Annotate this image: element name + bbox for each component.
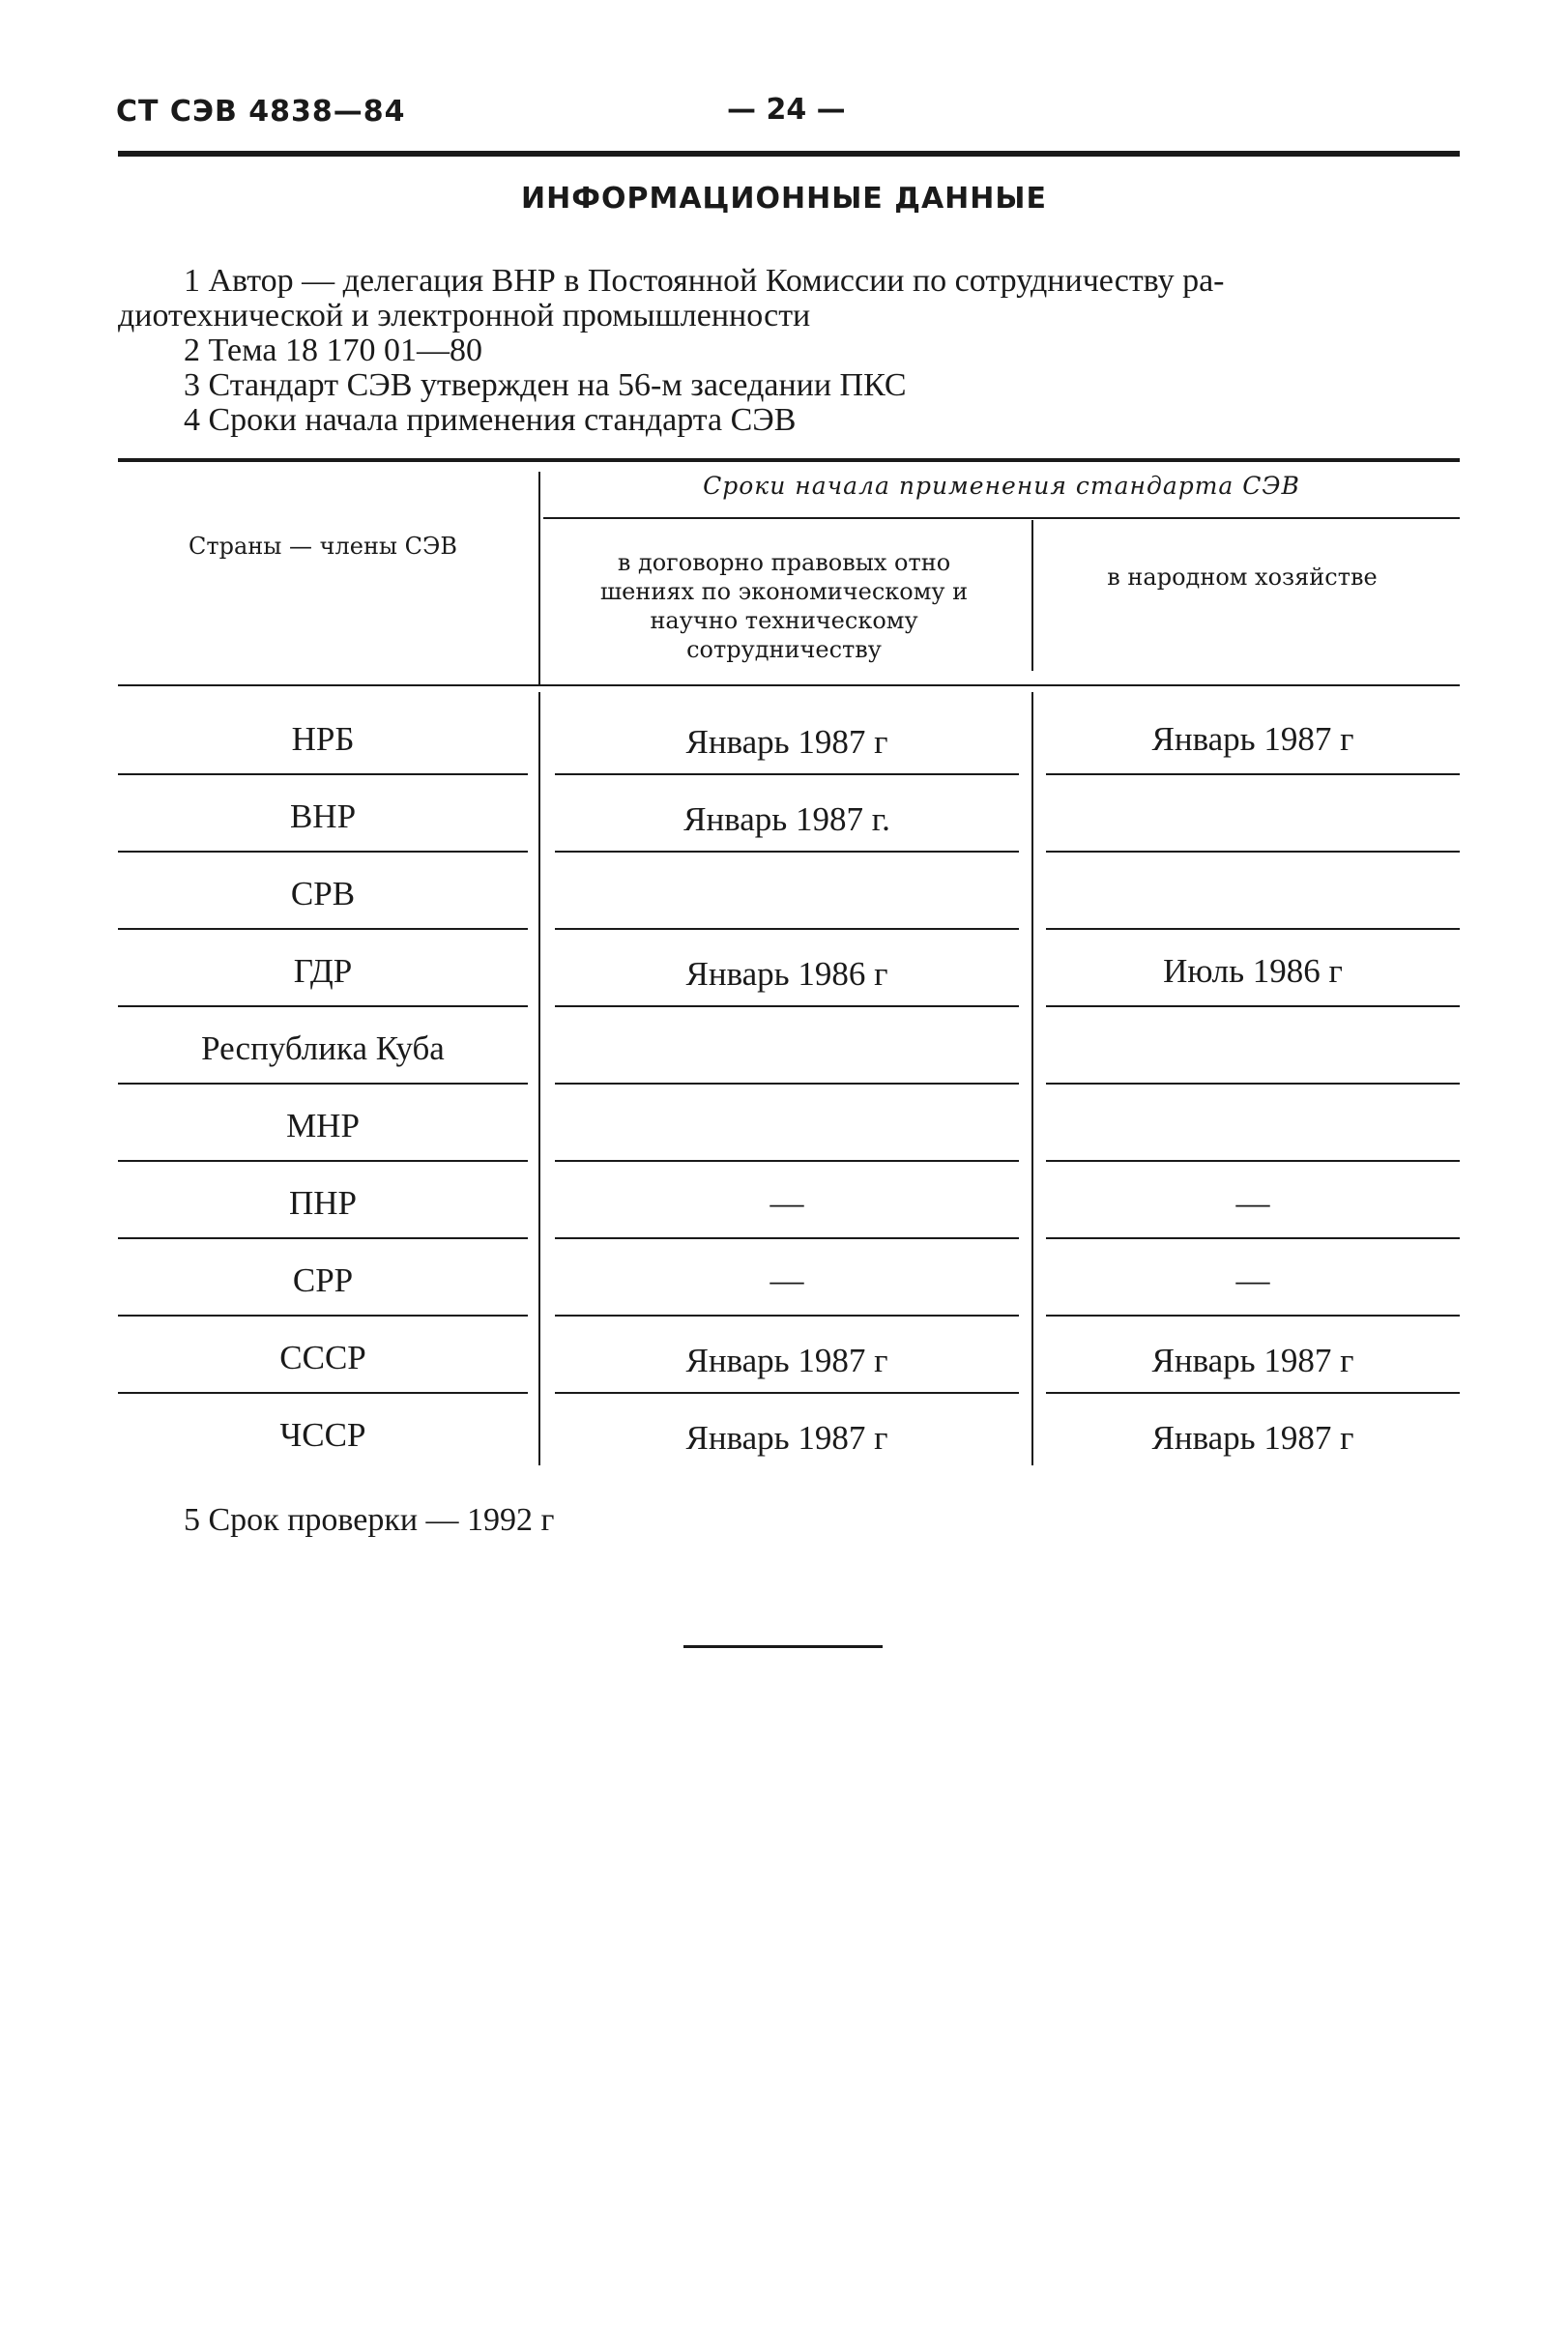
row-10-national: Январь 1987 г xyxy=(1151,1419,1354,1457)
row-4-country: ГДР xyxy=(293,952,353,990)
table-header-contract: в договорно правовых отно шениях по экономическому и научно техническому сотрудничеству xyxy=(599,549,969,663)
row-9-country: СССР xyxy=(279,1339,366,1376)
row-1-rule-b xyxy=(555,773,1019,775)
row-2-rule-a xyxy=(118,851,528,853)
end-rule xyxy=(683,1645,883,1648)
row-8-rule-c xyxy=(1046,1315,1460,1317)
row-2-contract: Январь 1987 г. xyxy=(683,800,890,838)
row-8-country: СРР xyxy=(292,1261,354,1299)
row-5-rule-a xyxy=(118,1083,528,1085)
item-1-line-2: диотехнической и электронной промышленности xyxy=(118,298,811,333)
row-9-rule-a xyxy=(118,1392,528,1394)
row-7-national: — xyxy=(1235,1184,1270,1222)
table-header-countries: Страны — члены СЭВ xyxy=(188,533,458,560)
document-code: СТ СЭВ 4838—84 xyxy=(116,95,406,129)
row-4-rule-b xyxy=(555,1005,1019,1007)
row-1-contract: Январь 1987 г xyxy=(685,723,888,761)
row-9-rule-b xyxy=(555,1392,1019,1394)
row-7-rule-b xyxy=(555,1237,1019,1239)
row-8-contract: — xyxy=(769,1261,804,1299)
table-subheader-divider xyxy=(1031,520,1033,671)
row-2-rule-b xyxy=(555,851,1019,853)
row-9-contract: Январь 1987 г xyxy=(685,1342,888,1379)
header-rule xyxy=(118,151,1460,157)
table-header-national: в народном хозяйстве xyxy=(1107,564,1378,591)
row-7-contract: — xyxy=(769,1184,804,1222)
table-body-divider-1 xyxy=(538,692,540,1465)
row-7-country: ПНР xyxy=(288,1184,358,1222)
row-1-national: Январь 1987 г xyxy=(1151,720,1354,758)
page-number: — 24 — xyxy=(727,93,846,127)
row-7-rule-c xyxy=(1046,1237,1460,1239)
row-5-country: Республика Куба xyxy=(201,1029,445,1067)
row-10-country: ЧССР xyxy=(279,1416,366,1454)
page-title: ИНФОРМАЦИОННЫЕ ДАННЫЕ xyxy=(521,182,1047,216)
row-6-rule-a xyxy=(118,1160,528,1162)
row-8-national: — xyxy=(1235,1261,1270,1299)
row-9-national: Январь 1987 г xyxy=(1151,1342,1354,1379)
row-9-rule-c xyxy=(1046,1392,1460,1394)
row-3-rule-a xyxy=(118,928,528,930)
row-10-contract: Январь 1987 г xyxy=(685,1419,888,1457)
row-4-national: Июль 1986 г xyxy=(1163,952,1343,990)
row-8-rule-a xyxy=(118,1315,528,1317)
table-body-divider-2 xyxy=(1031,692,1033,1465)
item-5: 5 Срок проверки — 1992 г xyxy=(184,1502,555,1538)
table-header-bottom-rule xyxy=(118,684,1460,686)
item-1-line-1: 1 Автор — делегация ВНР в Постоянной Комиссии по сотрудничеству ра- xyxy=(184,263,1225,299)
item-3: 3 Стандарт СЭВ утвержден на 56-м заседании ПКС xyxy=(184,367,907,403)
table-group-underline xyxy=(543,517,1460,519)
row-4-contract: Январь 1986 г xyxy=(685,955,888,993)
table-header-divider xyxy=(538,472,540,686)
row-6-country: МНР xyxy=(286,1107,360,1144)
row-8-rule-b xyxy=(555,1315,1019,1317)
row-5-rule-b xyxy=(555,1083,1019,1085)
item-4: 4 Сроки начала применения стандарта СЭВ xyxy=(184,402,797,438)
item-2: 2 Тема 18 170 01—80 xyxy=(184,333,482,368)
table-top-rule xyxy=(118,458,1460,462)
row-2-country: ВНР xyxy=(289,797,357,835)
row-2-rule-c xyxy=(1046,851,1460,853)
row-3-country: СРВ xyxy=(290,875,356,912)
row-4-rule-a xyxy=(118,1005,528,1007)
row-7-rule-a xyxy=(118,1237,528,1239)
row-1-rule-c xyxy=(1046,773,1460,775)
row-4-rule-c xyxy=(1046,1005,1460,1007)
row-5-rule-c xyxy=(1046,1083,1460,1085)
table-group-header: Сроки начала применения стандарта СЭВ xyxy=(703,472,1300,500)
row-1-rule-a xyxy=(118,773,528,775)
row-3-rule-b xyxy=(555,928,1019,930)
row-6-rule-b xyxy=(555,1160,1019,1162)
row-3-rule-c xyxy=(1046,928,1460,930)
row-6-rule-c xyxy=(1046,1160,1460,1162)
row-1-country: НРБ xyxy=(291,720,355,758)
